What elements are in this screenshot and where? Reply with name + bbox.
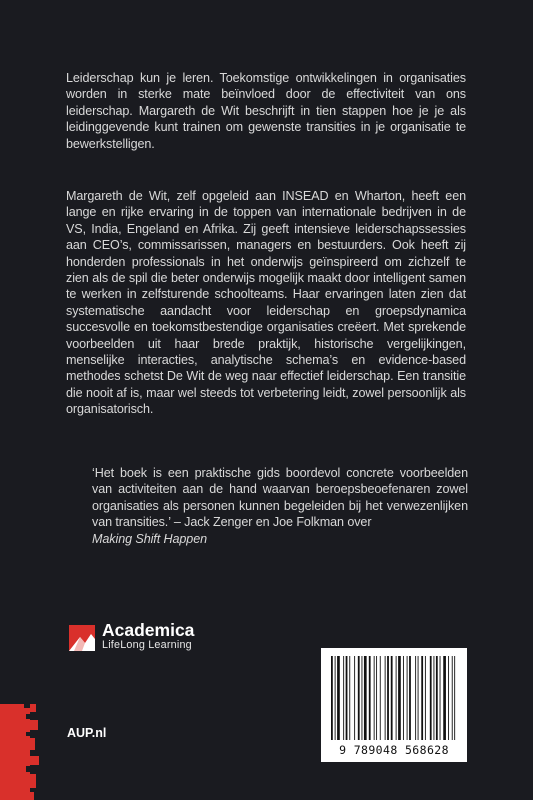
endorsement-quote <box>92 465 468 547</box>
author-bio-paragraph: Margareth de Wit, zelf opgeleid aan INSEAD en Wharton, heeft een lange en rijke ervaring in de toppen van internationale bedrijven in de VS, India, Engeland en Afrika. Zij geeft intensieve leiderschapssessies aan CEO’s, commissarissen, managers en bestuurders. Ook heeft zij honderden professionals in het onderwijs geïnspireerd om zichzelf te zien als de spil die beter onderwijs mogelijk maakt door intelligent samen te werken in zelfsturende schoolteams. Haar ervaringen laten zien dat systematische aandacht voor leiderschap en groepsdynamica succesvolle en toekomstbestendige organisaties creëert. Met sprekende voorbeelden uit haar brede praktijk, historische vergelijkingen, menselijke interacties, analytische schema’s en evidence-based methodes schetst De Wit de weg naar effectief leiderschap. Een transitie die nooit af is, maar wel steeds tot verbetering leidt, zowel persoonlijk als organisatorisch. <box>66 189 466 417</box>
isbn-barcode <box>321 648 467 762</box>
quote-text: ‘Het boek is een praktische gids boordevol concrete voorbeelden van activiteiten aan de hand waarvan beroepsbeoefenaren zowel organisaties als personen kunnen begeleiden bij het verwezenlijken van transities.’ – Jack Zenger en Joe Folkman over <box>92 466 468 530</box>
academica-logo-icon <box>68 621 98 651</box>
publisher-name: Academica <box>102 620 195 640</box>
blurb-paragraph-1: Leiderschap kun je leren. Toekomstige ontwikkelingen in organisaties worden in sterke mate beïnvloed door de effectiviteit van ons leiderschap. Margareth de Wit beschrijft in tien stappen hoe je je als leidinggevende kunt trainen om gewenste transities in je organisatie te bewerkstelligen. <box>66 71 466 151</box>
publisher-subtitle: LifeLong Learning <box>102 639 192 651</box>
isbn-number: 9 789048 568628 <box>339 743 449 757</box>
quoted-book-title: Making Shift Happen <box>92 531 208 546</box>
publisher-website: AUP.nl <box>67 726 107 740</box>
publisher-logo <box>68 621 228 653</box>
red-pixel-strip <box>0 704 40 800</box>
